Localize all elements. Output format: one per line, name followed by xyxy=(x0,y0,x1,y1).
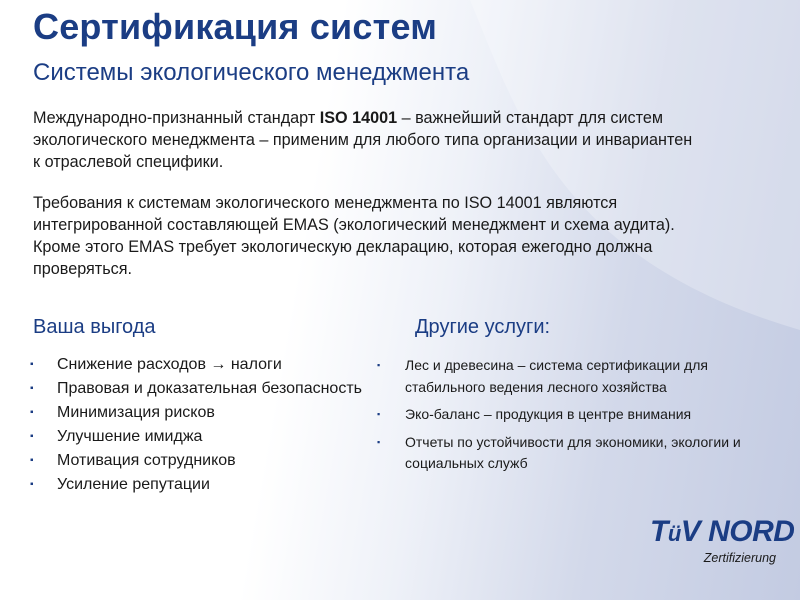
intro-paragraph xyxy=(33,107,693,173)
requirements-text-line2: Кроме этого EMAS требует экологическую декларацию, которая ежегодно должна проверяться. xyxy=(33,238,653,278)
iso-standard-name: ISO 14001 xyxy=(319,109,398,127)
slide-subtitle: Системы экологического менеджмента xyxy=(33,59,470,86)
bullet-icon: ▪ xyxy=(377,409,381,419)
benefit-item: ▪ Снижение расходов → налоги xyxy=(30,353,370,377)
bullet-icon: ▪ xyxy=(377,360,381,370)
bullet-icon: ▪ xyxy=(30,455,34,466)
benefits-list xyxy=(30,353,370,497)
benefit-item: ▪ Правовая и доказательная безопасность xyxy=(30,377,370,401)
other-services-list xyxy=(377,355,767,475)
bullet-icon: ▪ xyxy=(30,383,34,394)
logo-tagline: Zertifizierung xyxy=(703,551,776,565)
slide-title: Сертификация систем xyxy=(33,6,438,47)
intro-text-part2: – важнейший стандарт для систем экологического менеджмента – применим для любого типа организации и инвариантен к отраслевой специфики. xyxy=(33,109,693,171)
bullet-icon: ▪ xyxy=(30,359,34,370)
requirements-paragraph xyxy=(33,192,693,280)
bullet-icon: ▪ xyxy=(30,407,34,418)
benefit-item: ▪ Улучшение имиджа xyxy=(30,425,370,449)
service-item: ▪ Отчеты по устойчивости для экономики, экологии и социальных служб xyxy=(377,433,741,471)
benefit-item: ▪ Мотивация сотрудников xyxy=(30,449,370,473)
benefits-heading: Ваша выгода xyxy=(33,316,156,338)
benefit-item: ▪ Усиление репутации xyxy=(30,473,370,497)
bullet-icon: ▪ xyxy=(30,479,34,490)
service-item: ▪ Лес и древесина – система сертификации для стабильного ведения лесного хозяйства xyxy=(377,357,708,395)
other-services-heading: Другие услуги: xyxy=(415,316,551,338)
requirements-text-line1: Требования к системам экологического менеджмента по ISO 14001 являются интегрированной составляющей EMAS (экологический менеджмент и схема аудита). xyxy=(33,194,675,234)
logo-wordmark: TüV NORD xyxy=(650,515,795,548)
service-item: ▪ Эко-баланс – продукция в центре внимания xyxy=(377,404,767,426)
intro-text-part1: Международно-признанный стандарт xyxy=(33,109,320,127)
bullet-icon: ▪ xyxy=(377,436,381,447)
bullet-icon: ▪ xyxy=(30,431,34,442)
benefit-item: ▪ Минимизация рисков xyxy=(30,401,370,425)
tuv-nord-logo xyxy=(650,515,795,570)
